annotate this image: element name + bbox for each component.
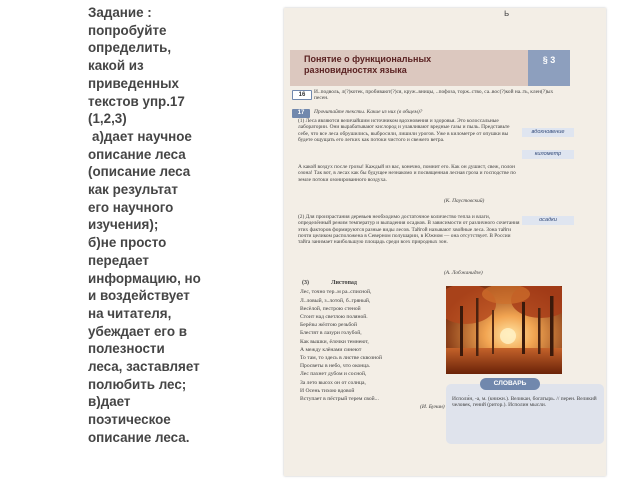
exercise-16-number: 16 [292, 90, 312, 100]
text-2: (2) Для произрастания деревьев необходимо достаточное количество тепла и влаги, определённый режим температур и выпадения осадков. В зависимости от различного сочетания этих факторов формируются разные виды лесов. Тайгой называют хвойные леса. Зона тайги почти целиком расположена в Северном полушарии, в Южном — она отсутствует. В России тайга занимает наибольшую площадь среди всех природных зон. [298, 214, 520, 246]
task-line: Задание : [88, 5, 152, 20]
task-line: убеждает его в [88, 323, 187, 339]
text-1-continued: А какой воздух после грозы! Каждый из вас, конечно, помнит его. Как он душист, свеж, полон озона! Так вот, в лесах как бы будущее незнакомо и посвященная лесная гроза и господстве по земле потоки озонированного воздуха. [298, 164, 516, 183]
section-badge: § 3 [528, 50, 570, 86]
task-line: текстов упр.17 [88, 93, 185, 109]
corner-mark: ь [504, 8, 510, 19]
poem-number: (3) [302, 280, 309, 286]
poem-line: Просветы в небо, что оконца. [300, 363, 371, 370]
text-2-author: (А. Лобжанидзе) [444, 270, 483, 276]
margin-note-3: осадки [522, 216, 574, 225]
margin-note-2: километр [522, 150, 574, 159]
chapter-title: Понятие о функциональных разновидностях языка [304, 54, 432, 75]
poem-line: Л..ловый, з..лотой, б..гряный, [300, 297, 371, 304]
task-line: изучения); [88, 217, 159, 233]
task-line: информацию, но [88, 270, 201, 286]
poem-lines [300, 288, 460, 403]
task-line: б)не просто [88, 235, 167, 251]
textbook-photo [284, 8, 606, 476]
task-line: полюбить лес; [88, 376, 187, 392]
poem-line: Стоит над светлою поляной. [300, 313, 368, 320]
exercise-17-text: Прочитайте тексты. Какие из них (в общем)? [314, 109, 423, 115]
poem-line: Берёзы жёлтою резьбой [300, 322, 357, 329]
poem-line: Весёлой, пестрою стеной [300, 305, 361, 312]
poem-line: Как вышки, ёлочки темнеют, [300, 338, 369, 345]
text-1-author: (К. Паустовский) [444, 198, 485, 204]
poem-title: Листопад [331, 280, 357, 286]
task-line: приведенных [88, 75, 180, 91]
task-line: и воздействует [88, 288, 190, 304]
exercise-17-number: 17 [292, 109, 310, 118]
task-line: поэтическое [88, 412, 171, 428]
task-line: (описание леса [88, 164, 191, 180]
dictionary-entry: Исполи́н, -а, м. (книжн.). Великан, богатырь. // перен. Великий человек, гений (ритор.). Исполин мысли. [452, 396, 597, 409]
dictionary-box [446, 380, 604, 444]
task-line: его научного [88, 199, 174, 215]
poem-line: Вступает в пёстрый терем свой... [300, 395, 379, 402]
task-line: а)дает научное [92, 128, 192, 144]
poem-line: За лето высох он от солнца, [300, 379, 366, 386]
poem-line: А между клёнами синеют [300, 346, 362, 353]
task-text [88, 4, 268, 447]
chapter-header [290, 50, 570, 86]
autumn-forest-illustration [446, 286, 562, 374]
poem [300, 280, 460, 411]
task-line: полезности [88, 341, 165, 357]
poem-line: То там, то здесь в листве сквозной [300, 354, 382, 361]
task-line: передает [88, 252, 149, 268]
poem-line: Блестят в лазури голубой, [300, 330, 362, 337]
task-line: на читателя, [88, 305, 172, 321]
poem-heading [300, 280, 460, 286]
poem-line: Лес пахнет дубом и сосной, [300, 371, 367, 378]
task-line: леса, заставляет [88, 359, 200, 375]
task-line: в)дает [88, 394, 131, 410]
exercise-16-text: И..подволь, л(?)котек, пробивают(?)ся, круж..вницы, ..пофоза, торж..ство, са..вос(?)кой на..ть, клен(?)ых песен. [314, 89, 554, 102]
margin-note-1: вдохновение [522, 128, 574, 137]
task-line: описание леса [88, 146, 186, 162]
task-line: определить, [88, 40, 172, 56]
text-1: (1) Леса являются величайшим источником вдохновения и здоровья. Это колоссальные лаборатории. Они вырабатывают кислород и улавливают вредные газы и пыль. Представьте себе, что все леса обрушились, выбросили, лишили урогов. Уже в километре от опушки вы будете ощущать его легких как потоки чистого и свежего ветра. [298, 118, 510, 143]
task-line: попробуйте [88, 22, 167, 38]
task-line: какой из [88, 58, 144, 74]
task-line: как результат [88, 182, 178, 198]
task-line: описание леса. [88, 429, 190, 445]
poem-line: И Осень тихою вдовой [300, 387, 355, 394]
dictionary-title: СЛОВАРЬ [480, 378, 540, 390]
poem-line: Лес, точно тер..м ра..списной, [300, 289, 372, 296]
autumn-forest-image [446, 286, 562, 374]
poem-author: (И. Бунин) [420, 404, 445, 411]
task-line: (1,2,3) [88, 111, 127, 127]
